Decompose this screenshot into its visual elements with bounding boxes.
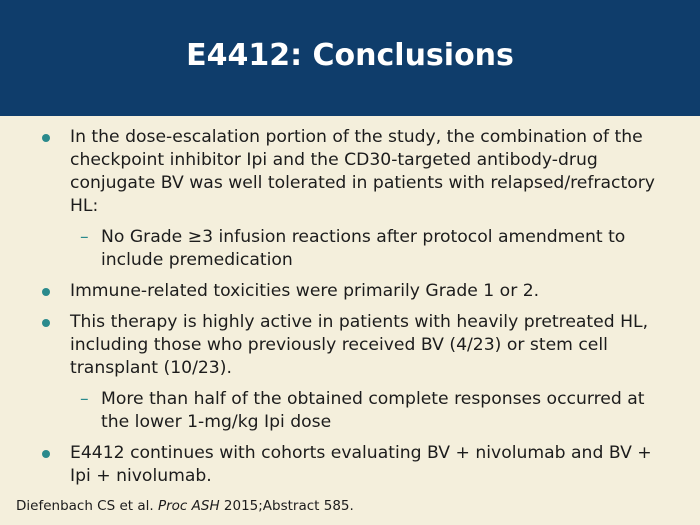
bullet-dot-icon <box>42 288 50 296</box>
citation-journal: Proc ASH <box>157 498 220 514</box>
bullet-text: In the dose-escalation portion of the study, the combination of the checkpoint inhibitor Ipi and the CD30-targeted antibody-drug conjugate BV was well tolerated in patients with relapsed/refractory HL: <box>70 127 655 216</box>
bullet-item <box>38 311 668 380</box>
bullet-text: This therapy is highly active in patients with heavily pretreated HL, including those who previously received BV (4/23) or stem cell transplant (10/23). <box>70 312 649 378</box>
bullet-item <box>38 442 668 488</box>
bullet-dot-icon <box>42 134 50 142</box>
citation-details: 2015;Abstract 585. <box>223 498 354 514</box>
slide-title: E4412: Conclusions <box>186 37 514 73</box>
dash-icon: – <box>80 389 89 409</box>
citation-footer <box>16 498 354 514</box>
sub-bullet-item <box>38 388 668 434</box>
bullet-text: E4412 continues with cohorts evaluating BV + nivolumab and BV + Ipi + nivolumab. <box>70 443 652 486</box>
dash-icon: – <box>80 227 89 247</box>
sub-bullet-text: More than half of the obtained complete responses occurred at the lower 1-mg/kg Ipi dose <box>101 389 645 432</box>
bullet-dot-icon <box>42 450 50 458</box>
bullet-list <box>38 126 668 496</box>
citation-authors: Diefenbach CS et al. <box>16 498 154 514</box>
sub-bullet-item <box>38 226 668 272</box>
title-bar <box>0 0 700 116</box>
bullet-dot-icon <box>42 319 50 327</box>
bullet-text: Immune-related toxicities were primarily Grade 1 or 2. <box>70 281 540 301</box>
bullet-item <box>38 126 668 218</box>
sub-bullet-text: No Grade ≥3 infusion reactions after protocol amendment to include premedication <box>101 227 626 270</box>
bullet-item <box>38 280 668 303</box>
